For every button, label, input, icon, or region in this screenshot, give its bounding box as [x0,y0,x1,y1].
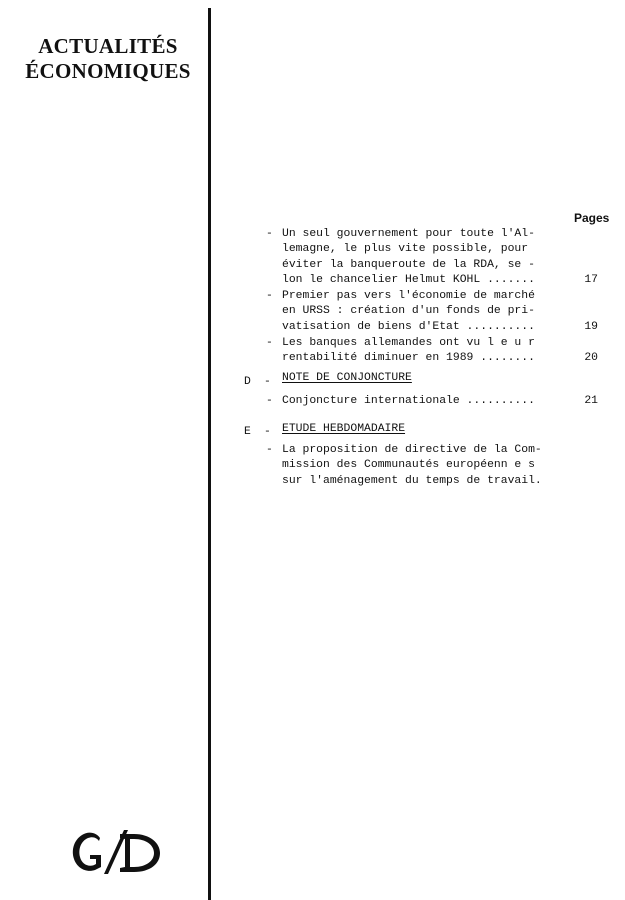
gd-logo [66,826,166,878]
toc-entry-line: rentabilité diminuer en 1989 ........ [282,352,535,365]
toc-entry-line: vatisation de biens d'Etat .......... [282,320,535,333]
toc-entry-line: sur l'aménagement du temps de travail. [282,474,542,487]
section-letter-d: D [244,376,251,388]
toc-page-number: 20 [584,352,598,364]
pages-column-header: Pages [574,211,610,225]
toc-entry-line: lemagne, le plus vite possible, pour [282,243,529,256]
section-title-e: ETUDE HEBDOMADAIRE [282,423,406,435]
toc-entry-line: Un seul gouvernement pour toute l'Al- [282,228,535,240]
section-title-d: NOTE DE CONJONCTURE [282,372,412,384]
toc-entry-line: lon le chancelier Helmut KOHL ....... [282,274,535,287]
toc-entry-line: La proposition de directive de la Com- [282,444,542,456]
toc-entry: - Conjoncture internationale .......... [282,394,535,409]
toc-entry: - Premier pas vers l'économie de marché en URSS : création d'un fonds de pri- vatisation de biens d'Etat .......... [282,289,535,335]
toc-entry: - Un seul gouvernement pour toute l'Al- lemagne, le plus vite possible, pour éviter la banqueroute de la RDA, se - lon le chancelier Helmut KOHL ....... [282,227,535,289]
masthead-line-1: ACTUALITÉS [38,34,178,58]
masthead-title [12,34,204,84]
vertical-divider [208,8,211,900]
masthead-line-2: ÉCONOMIQUES [25,59,191,83]
toc-entry-line: Conjoncture internationale .......... [282,395,535,407]
toc-page-number: 21 [584,395,598,407]
toc-page-number: 19 [584,321,598,333]
toc-entry-line: Les banques allemandes ont vu l e u r [282,337,535,349]
toc-entry: - Les banques allemandes ont vu l e u r rentabilité diminuer en 1989 ........ [282,336,535,367]
toc-entry-line: éviter la banqueroute de la RDA, se - [282,258,535,271]
section-letter-e: E [244,426,251,438]
toc-entry-line: en URSS : création d'un fonds de pri- [282,305,535,318]
toc-entry: - La proposition de directive de la Com- mission des Communautés européenn e s sur l'aménagement du temps de travail. [282,443,542,489]
toc-entry-line: Premier pas vers l'économie de marché [282,290,535,302]
toc-entry-line: mission des Communautés européenn e s [282,459,535,472]
toc-page-number: 17 [584,274,598,286]
